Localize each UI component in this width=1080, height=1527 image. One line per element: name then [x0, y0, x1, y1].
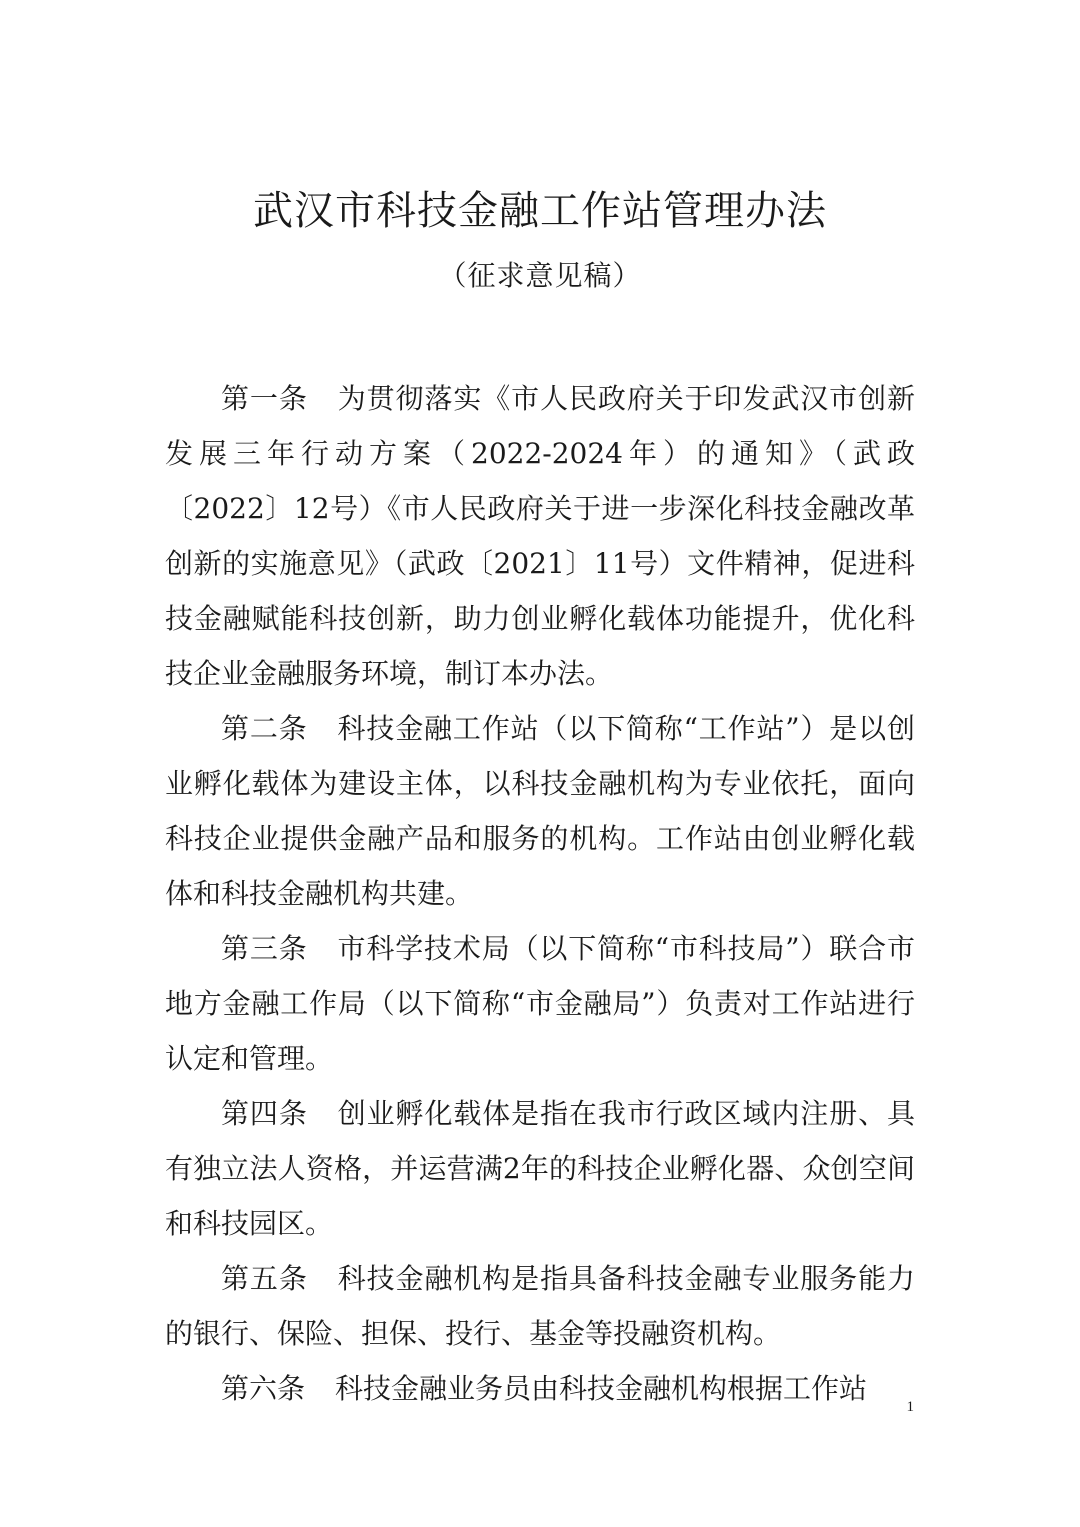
article-number: 第四条	[221, 1097, 308, 1130]
article-1	[165, 371, 915, 701]
article-text: 科技金融机构是指具备科技金融专业服务能力的银行、保险、担保、投行、基金等投融资机构。	[165, 1262, 915, 1350]
article-number: 第三条	[221, 932, 308, 965]
page-number: 1	[906, 1399, 914, 1415]
article-5	[165, 1251, 915, 1361]
article-text: 科技金融工作站（以下简称“工作站”）是以创业孵化载体为建设主体，以科技金融机构为专业依托，面向科技企业提供金融产品和服务的机构。工作站由创业孵化载体和科技金融机构共建。	[165, 712, 915, 910]
article-number: 第五条	[221, 1262, 308, 1295]
article-number: 第二条	[221, 712, 308, 745]
article-2	[165, 701, 915, 921]
document-subtitle: （征求意见稿）	[438, 259, 642, 292]
article-number: 第六条	[221, 1372, 306, 1405]
article-text: 市科学技术局（以下简称“市科技局”）联合市地方金融工作局（以下简称“市金融局”）负责对工作站进行认定和管理。	[165, 932, 915, 1075]
article-4	[165, 1086, 915, 1251]
article-6	[165, 1361, 915, 1416]
article-text: 创业孵化载体是指在我市行政区域内注册、具有独立法人资格，并运营满2年的科技企业孵化器、众创空间和科技园区。	[165, 1097, 915, 1240]
article-text: 科技金融业务员由科技金融机构根据工作站	[335, 1372, 868, 1405]
article-text: 为贯彻落实《市人民政府关于印发武汉市创新发展三年行动方案（2022-2024年）的通知》（武政〔2022〕12号）《市人民政府关于进一步深化科技金融改革创新的实施意见》（武政〔2021〕11号）文件精神，促进科技金融赋能科技创新，助力创业孵化载体功能提升，优化科技企业金融服务环境，制订本办法。	[165, 382, 915, 690]
document-body	[165, 371, 915, 1416]
article-3	[165, 921, 915, 1086]
document-title: 武汉市科技金融工作站管理办法	[253, 188, 827, 234]
article-number: 第一条	[221, 382, 308, 415]
